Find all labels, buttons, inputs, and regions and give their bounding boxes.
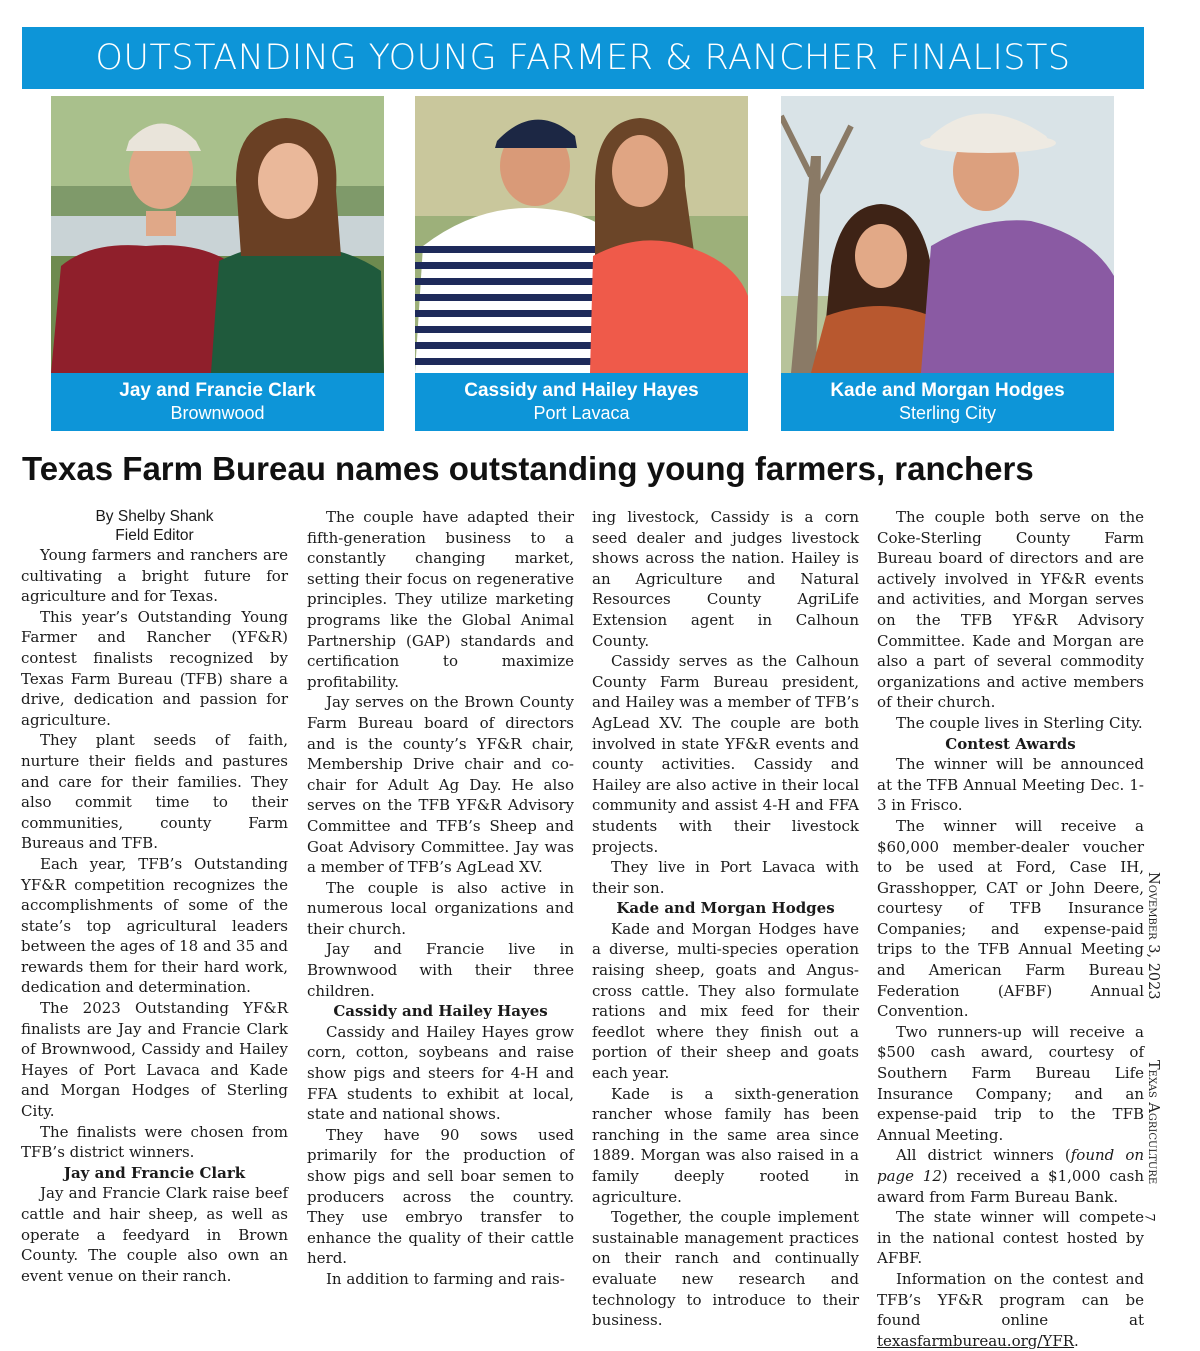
paragraph: The couple lives in Sterling City. — [896, 713, 1143, 732]
paragraph: The couple both serve on the Coke-Sterling County Farm Bureau board of directors and are actively involved in YF&R events and activities, and Morgan serves on the TFB YF&R Advisory Committee. Kade and Morgan are also a part of several commodity organizations and active members of their church. — [877, 508, 1144, 712]
paragraph: They live in Port Lavaca with their son. — [592, 858, 859, 897]
text-run: ) received a $1,000 cash award from Farm Bureau Bank. — [877, 1167, 1144, 1206]
subhead-hayes: Cassidy and Hailey Hayes — [333, 1002, 548, 1021]
paragraph: This year’s Outstanding Young Farmer and Rancher (YF&R) contest finalists recognized by Texas Farm Bureau (TFB) share a drive, dedication and passion for agriculture. — [21, 607, 288, 729]
publication-name: Texas Agriculture — [1145, 1060, 1161, 1185]
photo-hodges — [781, 96, 1114, 373]
photo-clark — [51, 96, 384, 373]
finalist-names: Cassidy and Hailey Hayes — [464, 380, 699, 401]
finalist-city: Sterling City — [898, 403, 997, 423]
paragraph: Jay and Francie live in Brownwood with their three children. — [307, 940, 574, 1000]
photo-clark-image — [51, 96, 384, 373]
caption-clark — [51, 373, 384, 431]
page-sidebar — [1141, 872, 1165, 1232]
byline-title: Field Editor — [115, 527, 194, 544]
subhead-hodges: Kade and Morgan Hodges — [616, 899, 835, 918]
issue-date: November 3, 2023 — [1145, 872, 1161, 1000]
page-reference: found on page 12 — [877, 1146, 1145, 1185]
text-run: . — [1074, 1331, 1079, 1350]
photo-hodges-image — [781, 96, 1114, 373]
paragraph: The finalists were chosen from TFB’s district winners. — [21, 1122, 288, 1162]
text-run: Information on the contest and TFB’s YF&R program can be found online at — [877, 1269, 1144, 1330]
caption-hodges — [781, 373, 1114, 431]
paragraph: The winner will be announced at the TFB Annual Meeting Dec. 1-3 in Frisco. — [877, 755, 1144, 815]
caption-hayes — [415, 373, 748, 431]
article-headline: Texas Farm Bureau names outstanding young farmers, ranchers — [22, 450, 1034, 487]
paragraph — [877, 1145, 1144, 1207]
paragraph: They have 90 sows used primarily for the production of show pigs and sell boar semen to producers across the country. They use embryo transfer to enhance the quality of their cattle herd. — [307, 1125, 574, 1268]
finalist-names: Jay and Francie Clark — [119, 380, 316, 401]
paragraph: They plant seeds of faith, nurture their fields and pastures and care for their families. They also commit time to their communities, county Farm Bureaus and TFB. — [21, 731, 288, 853]
section-banner: OUTSTANDING YOUNG FARMER & RANCHER FINALISTS — [22, 27, 1144, 89]
paragraph: Each year, TFB’s Outstanding YF&R competition recognizes the accomplishments of some of the state’s top agricultural leaders between the ages of 18 and 35 and rewards them for their hard work, dedication and determination. — [21, 854, 288, 997]
paragraph: Cassidy and Hailey Hayes grow corn, cotton, soybeans and raise show pigs and steers for 4-H and FFA students to exhibit at local, state and national shows. — [307, 1022, 574, 1124]
paragraph: The 2023 Outstanding YF&R finalists are Jay and Francie Clark of Brownwood, Cassidy and Hailey Hayes of Port Lavaca and Kade and Morgan Hodges of Sterling City. — [21, 999, 288, 1121]
article-column-1 — [21, 507, 288, 1286]
article-column-3 — [592, 507, 859, 1331]
finalist-names: Kade and Morgan Hodges — [830, 380, 1065, 401]
article-column-4 — [877, 507, 1144, 1351]
paragraph: The couple is also active in numerous local organizations and their church. — [307, 878, 574, 938]
web-link[interactable]: texasfarmbureau.org/YFR — [877, 1331, 1075, 1350]
finalist-city: Brownwood — [170, 403, 265, 423]
page-number: 7 — [1141, 1213, 1157, 1222]
text-run: All district winners ( — [896, 1146, 1071, 1165]
article-column-2 — [307, 507, 574, 1290]
paragraph: The state winner will compete in the national contest hosted by AFBF. — [877, 1208, 1144, 1268]
subhead-clark: Jay and Francie Clark — [63, 1163, 246, 1182]
paragraph: ing livestock, Cassidy is a corn seed dealer and judges livestock shows across the nation. Hailey is an Agriculture and Natural Resources County AgriLife Extension agent in Calhoun County. — [592, 508, 859, 650]
paragraph: Young farmers and ranchers are cultivating a bright future for agriculture and for Texas. — [21, 546, 288, 606]
finalist-city: Port Lavaca — [533, 403, 630, 423]
photo-hayes — [415, 96, 748, 373]
photo-hayes-image — [415, 96, 748, 373]
paragraph: Jay serves on the Brown County Farm Bureau board of directors and is the county’s YF&R chair, Membership Drive chair and co-chair for Adult Ag Day. He also serves on the TFB YF&R Advisory Committee and TFB’s Sheep and Goat Advisory Committee. Jay was a member of TFB’s AgLead XV. — [307, 693, 574, 877]
paragraph: Together, the couple implement sustainable management practices on their ranch and continually evaluate new research and technology to introduce to their business. — [592, 1208, 859, 1330]
subhead-awards: Contest Awards — [945, 734, 1076, 753]
paragraph — [877, 1269, 1144, 1351]
paragraph: Cassidy serves as the Calhoun County Farm Bureau president, and Hailey was a member of TFB’s AgLead XV. The couple are both involved in state YF&R events and county activities. Cassidy and Hailey are also active in their local community and assist 4-H and FFA students with their livestock projects. — [592, 652, 859, 856]
paragraph: The couple have adapted their fifth-generation business to a constantly changing market, setting their focus on regenerative principles. They utilize marketing programs like the Global Animal Partnership (GAP) standards and certification to maximize profitability. — [307, 508, 574, 691]
paragraph: Two runners-up will receive a $500 cash award, courtesy of Southern Farm Bureau Life Insurance Company; and an expense-paid trip to the TFB Annual Meeting. — [877, 1022, 1144, 1144]
paragraph: The winner will receive a $60,000 member-dealer voucher to be used at Ford, Case IH, Grasshopper, CAT or John Deere, courtesy of TFB Insurance Companies; and expense-paid trips to the TFB Annual Meeting and American Farm Bureau Federation (AFBF) Annual Convention. — [877, 816, 1144, 1021]
paragraph: Jay and Francie Clark raise beef cattle and hair sheep, as well as operate a feedyard in Brown County. The couple also own an event venue on their ranch. — [21, 1184, 288, 1285]
paragraph: Kade and Morgan Hodges have a diverse, multi-species operation raising sheep, goats and Angus-cross cattle. They also formulate rations and mix feed for their feedlot where they finish out a portion of their sheep and goats each year. — [592, 919, 859, 1083]
paragraph: In addition to farming and rais- — [326, 1269, 565, 1288]
paragraph: Kade is a sixth-generation rancher whose family has been ranching in the same area since 1889. Morgan was also raised in a family deeply rooted in agriculture. — [592, 1084, 859, 1206]
byline-author: By Shelby Shank — [95, 508, 214, 525]
